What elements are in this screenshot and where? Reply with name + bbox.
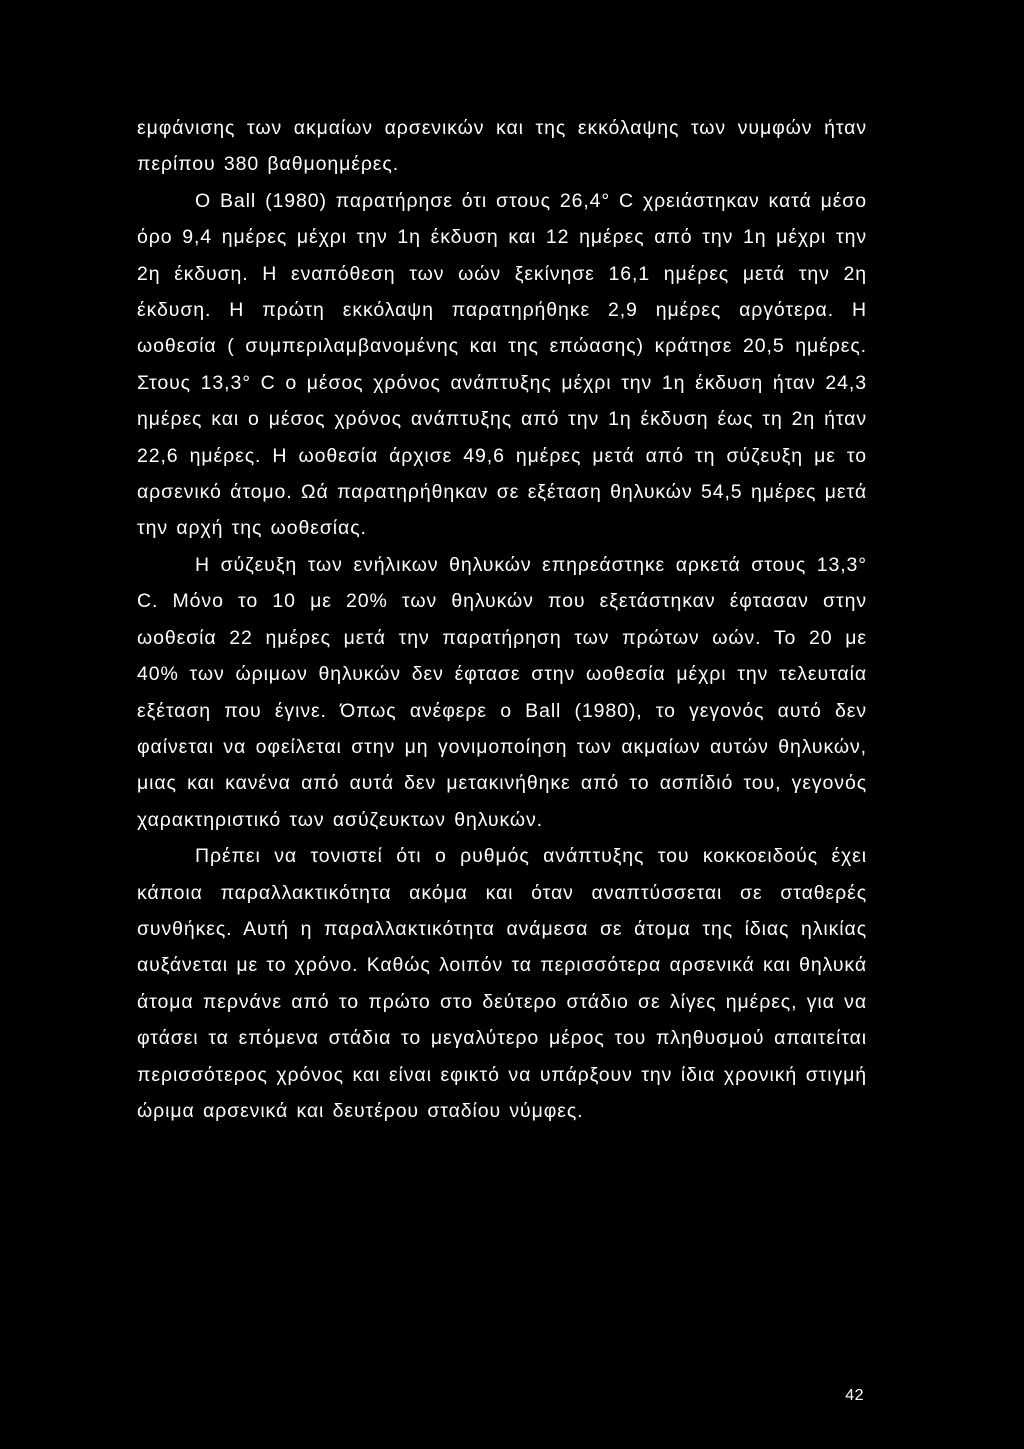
- paragraph-mating: Η σύζευξη των ενήλικων θηλυκών επηρεάστηκε αρκετά στους 13,3° C. Μόνο το 10 με 20% των θηλυκών που εξετάστηκαν έφτασαν στην ωοθεσία 22 ημέρες μετά την παρατήρηση των πρώτων ωών. Το 20 με 40% των ώριμων θηλυκών δεν έφτασε στην ωοθεσία μέχρι την τελευταία εξέταση που έγινε. Όπως ανέφερε ο Ball (1980), το γεγονός αυτό δεν φαίνεται να οφείλεται στην μη γονιμοποίηση των ακμαίων αυτών θηλυκών, μιας και κανένα από αυτά δεν μετακινήθηκε από το ασπίδιό του, γεγονός χαρακτηριστικό των ασύζευκτων θηλυκών.: [137, 553, 867, 831]
- paragraph-continued: εμφάνισης των ακμαίων αρσενικών και της εκκόλαψης των νυμφών ήταν περίπου 380 βαθμοημέρες.: [137, 117, 867, 176]
- paragraph-variability: Πρέπει να τονιστεί ότι ο ρυθμός ανάπτυξης του κοκκοειδούς έχει κάποια παραλλακτικότητα ακόμα και όταν αναπτύσσεται σε σταθερές συνθήκες. Αυτή η παραλλακτικότητα ανάμεσα σε άτομα της ίδιας ηλικίας αυξάνεται με το χρόνο. Καθώς λοιπόν τα περισσότερα αρσενικά και θηλυκά άτομα περνάνε από το πρώτο στο δεύτερο στάδιο σε λίγες ημέρες, για να φτάσει τα επόμενα στάδια το μεγαλύτερο μέρος του πληθυσμού απαιτείται περισσότερος χρόνος και είναι εφικτό να υπάρξουν την ίδια χρονική στιγμή ώριμα αρσενικά και δευτέρου σταδίου νύμφες.: [137, 845, 867, 1122]
- page-number: 42: [845, 1387, 864, 1404]
- body-text: [137, 110, 867, 1129]
- paragraph-ball-observations: Ο Ball (1980) παρατήρησε ότι στους 26,4° C χρειάστηκαν κατά μέσο όρο 9,4 ημέρες μέχρι την 1η έκδυση και 12 ημέρες από την 1η μέχρι την 2η έκδυση. Η εναπόθεση των ωών ξεκίνησε 16,1 ημέρες μετά την 2η έκδυση. Η πρώτη εκκόλαψη παρατηρήθηκε 2,9 ημέρες αργότερα. Η ωοθεσία ( συμπεριλαμβανομένης και της επώασης) κράτησε 20,5 ημέρες. Στους 13,3° C ο μέσος χρόνος ανάπτυξης μέχρι την 1η έκδυση ήταν 24,3 ημέρες και ο μέσος χρόνος ανάπτυξης από την 1η έκδυση έως τη 2η ήταν 22,6 ημέρες. Η ωοθεσία άρχισε 49,6 ημέρες μετά από τη σύζευξη με το αρσενικό άτομο. Ωά παρατηρήθηκαν σε εξέταση θηλυκών 54,5 ημέρες μετά την αρχή της ωοθεσίας.: [137, 189, 867, 540]
